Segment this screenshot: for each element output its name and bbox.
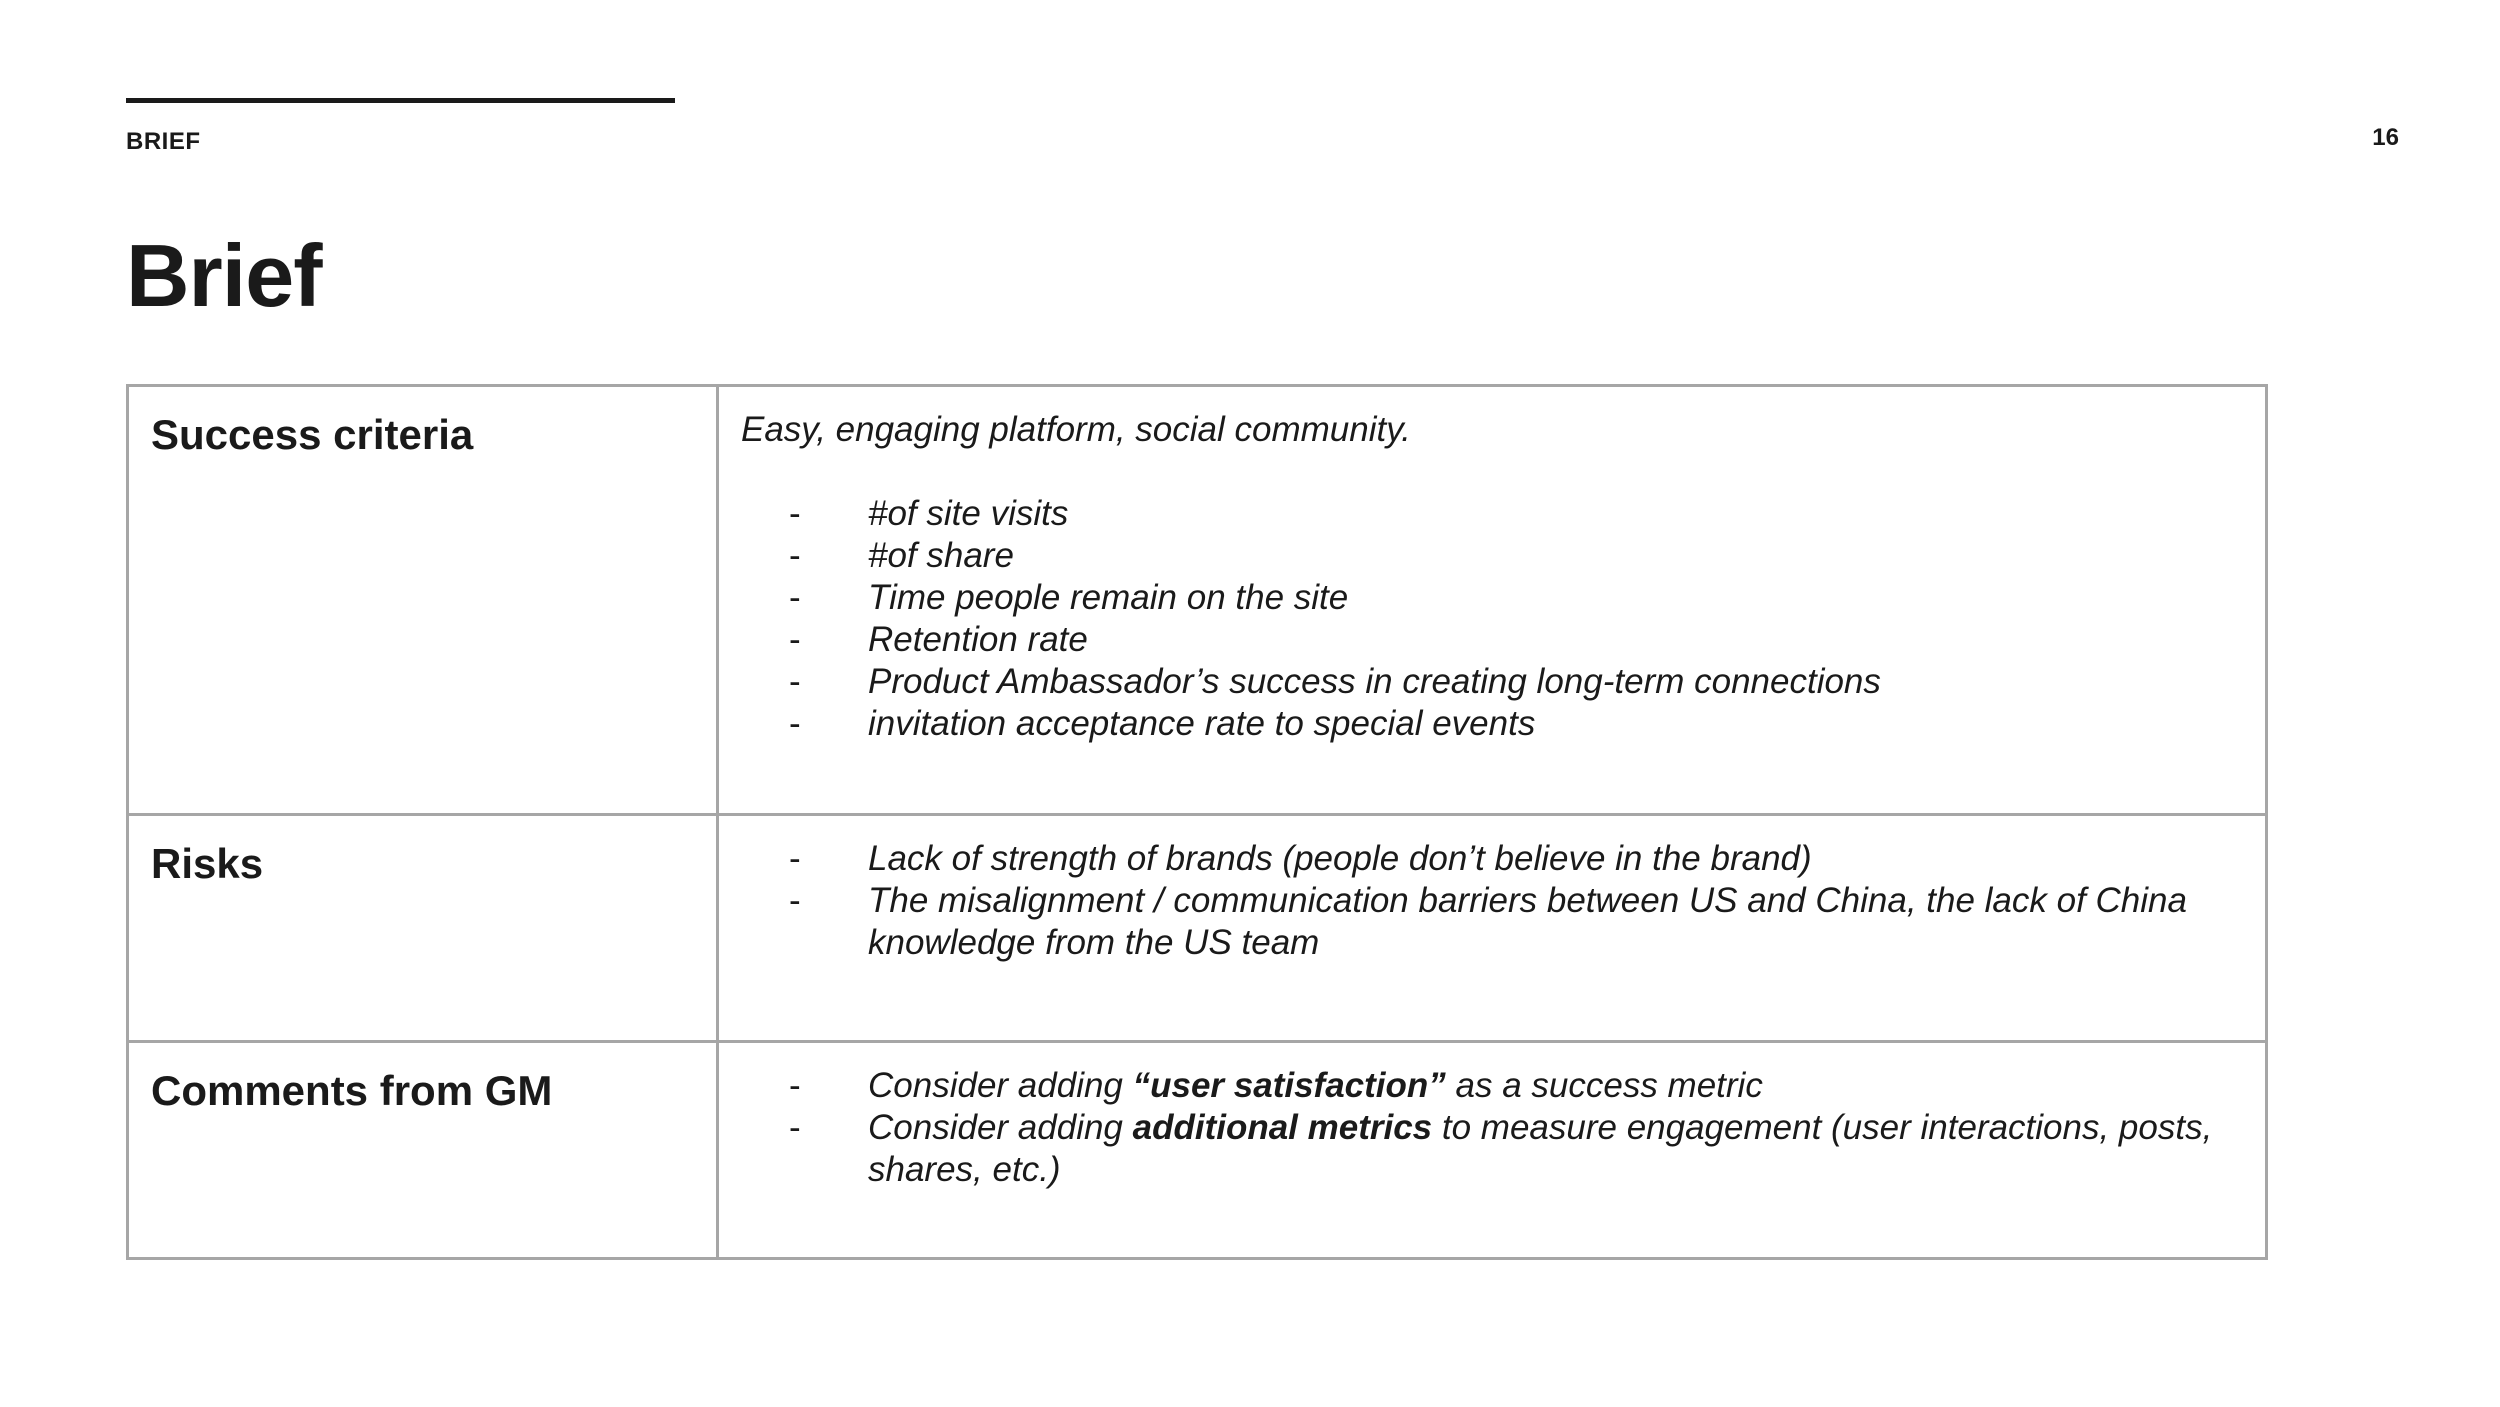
page-number: 16 [2372, 124, 2399, 151]
table-row-risks [128, 815, 2267, 1042]
list-item: - Consider adding additional metrics to measure engagement (user interactions, posts, shares, etc.) [789, 1108, 2213, 1189]
dash-bullet: - [789, 704, 801, 743]
table-row-comments-from-gm [128, 1042, 2267, 1259]
table-row-success-criteria [128, 386, 2267, 815]
dash-bullet: - [789, 881, 801, 920]
dash-bullet: - [789, 662, 801, 701]
emphasis-text: additional metrics [1132, 1108, 1433, 1147]
page-title: Brief [126, 226, 322, 325]
dash-bullet: - [789, 578, 801, 617]
dash-bullet: - [789, 620, 801, 659]
dash-bullet: - [789, 1066, 801, 1105]
row-label-success-criteria: Success criteria [128, 386, 718, 815]
section-label: BRIEF [126, 128, 201, 155]
list-item: - Retention rate [789, 620, 1088, 659]
list-item: - #of site visits [789, 494, 1069, 533]
comments-list [741, 1065, 2225, 1191]
row-content-success-criteria [718, 386, 2267, 815]
success-intro: Easy, engaging platform, social community. [741, 410, 1411, 449]
emphasis-text: “user satisfaction” [1132, 1066, 1446, 1105]
list-item: - Consider adding “user satisfaction” as a success metric [789, 1066, 1763, 1105]
dash-bullet: - [789, 536, 801, 575]
row-label-risks: Risks [128, 815, 718, 1042]
dash-bullet: - [789, 494, 801, 533]
dash-bullet: - [789, 839, 801, 878]
header-rule [126, 98, 675, 103]
list-item: - invitation acceptance rate to special events [789, 704, 1536, 743]
row-label-comments-from-gm: Comments from GM [128, 1042, 718, 1259]
risks-list [741, 838, 2225, 964]
list-item: - Product Ambassador’s success in creating long-term connections [789, 662, 1881, 701]
list-item: - Time people remain on the site [789, 578, 1349, 617]
list-item: - The misalignment / communication barriers between US and China, the lack of China knowledge from the US team [789, 881, 2187, 962]
row-content-comments-from-gm [718, 1042, 2267, 1259]
row-content-risks [718, 815, 2267, 1042]
success-metrics-list [741, 493, 2225, 745]
brief-table [126, 384, 2268, 1260]
dash-bullet: - [789, 1108, 801, 1147]
list-item: - Lack of strength of brands (people don’t believe in the brand) [789, 839, 1812, 878]
list-item: - #of share [789, 536, 1014, 575]
